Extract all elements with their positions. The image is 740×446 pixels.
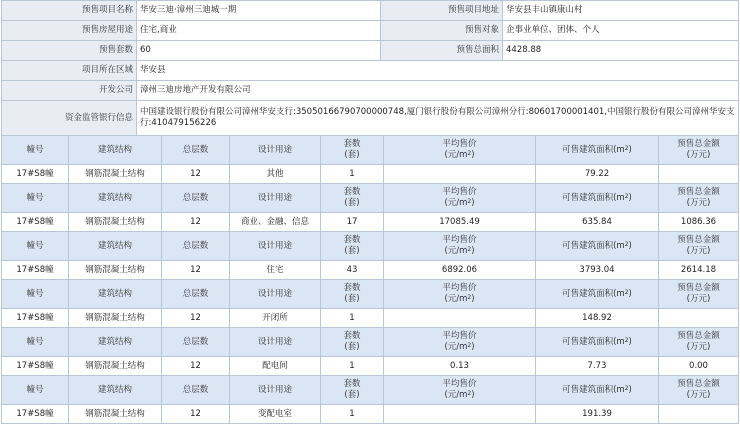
project-info-table [1, 0, 739, 136]
bank-label: 资金监管银行信息 [2, 101, 137, 136]
cell-structure: 钢筋混凝土结构 [69, 357, 162, 376]
header-area [536, 280, 659, 309]
header-design-use: 设计用途 [230, 184, 321, 213]
header-avg-price-unit: (元/m [444, 246, 468, 256]
header-building: 幢号 [2, 136, 69, 165]
usage-value: 住宅,商业 [137, 21, 381, 41]
header-area-sup: 2 [624, 384, 629, 392]
cell-sets: 43 [321, 261, 384, 280]
header-area [536, 184, 659, 213]
header-avg-price-close: ) [471, 294, 475, 304]
header-area-sup: 2 [624, 288, 629, 296]
header-design-use: 设计用途 [230, 136, 321, 165]
header-avg-price-unit: (元/m [444, 342, 468, 352]
cell-sets: 1 [321, 165, 384, 184]
header-avg-price-line1: 平均售价 [442, 379, 477, 389]
cell-design-use: 配电间 [230, 357, 321, 376]
header-area [536, 136, 659, 165]
table-row [2, 357, 739, 376]
cell-sets: 1 [321, 309, 384, 328]
header-structure: 建筑结构 [69, 328, 162, 357]
header-avg-price-unit: (元/m [444, 150, 468, 160]
cell-building: 17#S8幢 [2, 405, 69, 424]
header-amount-line2: (万元) [686, 342, 711, 352]
cell-floors: 12 [162, 309, 230, 328]
table-row [2, 261, 739, 280]
header-structure: 建筑结构 [69, 280, 162, 309]
cell-design-use: 开闭所 [230, 309, 321, 328]
cell-structure: 钢筋混凝土结构 [69, 213, 162, 232]
header-avg-price-unit: (元/m [444, 294, 468, 304]
header-amount [659, 328, 739, 357]
cell-design-use: 住宅 [230, 261, 321, 280]
header-sets-line2: (套) [344, 246, 360, 256]
cell-sets: 1 [321, 405, 384, 424]
header-floors: 总层数 [162, 376, 230, 405]
table-row [2, 405, 739, 424]
cell-area: 191.39 [536, 405, 659, 424]
header-sets-line1: 套数 [343, 283, 361, 293]
header-avg-price-line2 [387, 342, 532, 353]
project-address-label: 预售项目地址 [381, 1, 503, 21]
project-name-label: 预售项目名称 [2, 1, 137, 21]
header-avg-price-line1: 平均售价 [442, 187, 477, 197]
cell-avg-price [384, 405, 536, 424]
table-row [2, 213, 739, 232]
region-value: 华安县 [137, 61, 739, 81]
header-area-close: ) [628, 288, 632, 299]
cell-avg-price [384, 165, 536, 184]
header-avg-price [384, 280, 536, 309]
region-label: 项目所在区域 [2, 61, 137, 81]
header-amount [659, 280, 739, 309]
developer-label: 开发公司 [2, 81, 137, 101]
header-amount [659, 232, 739, 261]
header-avg-price-sup: 2 [467, 150, 472, 157]
header-area-text: 可售建筑面积(m [562, 144, 625, 155]
cell-floors: 12 [162, 165, 230, 184]
cell-avg-price: 6892.06 [384, 261, 536, 280]
header-area [536, 328, 659, 357]
cell-floors: 12 [162, 261, 230, 280]
header-sets-line2: (套) [344, 150, 360, 160]
header-design-use: 设计用途 [230, 328, 321, 357]
header-sets [321, 232, 384, 261]
project-address-value: 华安县丰山镇康山村 [503, 1, 739, 21]
header-amount-line1: 预售总金额 [677, 139, 720, 149]
header-avg-price-close: ) [471, 246, 475, 256]
header-avg-price-sup: 2 [467, 294, 472, 301]
cell-amount: 2614.18 [659, 261, 739, 280]
cell-area: 3793.04 [536, 261, 659, 280]
total-area-label: 预售总面积 [381, 41, 503, 61]
header-avg-price-sup: 2 [467, 246, 472, 253]
header-sets-line1: 套数 [343, 331, 361, 341]
header-amount [659, 184, 739, 213]
header-amount-line2: (万元) [686, 390, 711, 400]
header-avg-price-close: ) [471, 150, 475, 160]
info-row [2, 41, 739, 61]
header-area-close: ) [628, 240, 632, 251]
header-sets [321, 376, 384, 405]
cell-floors: 12 [162, 213, 230, 232]
cell-design-use: 商业、金融、信息 [230, 213, 321, 232]
cell-avg-price [384, 309, 536, 328]
header-structure: 建筑结构 [69, 136, 162, 165]
cell-amount: 0.00 [659, 357, 739, 376]
cell-amount [659, 165, 739, 184]
cell-building: 17#S8幢 [2, 261, 69, 280]
cell-area: 635.84 [536, 213, 659, 232]
header-building: 幢号 [2, 232, 69, 261]
header-amount [659, 376, 739, 405]
cell-structure: 钢筋混凝土结构 [69, 309, 162, 328]
header-avg-price [384, 232, 536, 261]
units-table [1, 135, 739, 424]
header-amount [659, 136, 739, 165]
header-area-close: ) [628, 336, 632, 347]
cell-amount [659, 309, 739, 328]
header-area-close: ) [628, 192, 632, 203]
info-row [2, 61, 739, 81]
header-avg-price-unit: (元/m [444, 390, 468, 400]
header-avg-price [384, 328, 536, 357]
header-amount-line2: (万元) [686, 246, 711, 256]
cell-amount: 1086.36 [659, 213, 739, 232]
header-avg-price [384, 184, 536, 213]
units-label: 预售套数 [2, 41, 137, 61]
header-building: 幢号 [2, 328, 69, 357]
header-sets [321, 184, 384, 213]
cell-building: 17#S8幢 [2, 357, 69, 376]
header-avg-price-sup: 2 [467, 390, 472, 397]
header-sets-line1: 套数 [343, 187, 361, 197]
header-avg-price-line1: 平均售价 [442, 283, 477, 293]
header-avg-price-line1: 平均售价 [442, 235, 477, 245]
cell-building: 17#S8幢 [2, 213, 69, 232]
target-value: 企事业单位、团体、个人 [503, 21, 739, 41]
header-floors: 总层数 [162, 136, 230, 165]
cell-structure: 钢筋混凝土结构 [69, 261, 162, 280]
header-design-use: 设计用途 [230, 280, 321, 309]
project-name-value: 华安三迪·漳州三迪城一期 [137, 1, 381, 21]
header-amount-line2: (万元) [686, 294, 711, 304]
cell-sets: 17 [321, 213, 384, 232]
header-area-text: 可售建筑面积(m [562, 384, 625, 395]
header-design-use: 设计用途 [230, 232, 321, 261]
cell-building: 17#S8幢 [2, 165, 69, 184]
header-structure: 建筑结构 [69, 232, 162, 261]
header-amount-line1: 预售总金额 [677, 379, 720, 389]
units-value: 60 [137, 41, 381, 61]
units-header-row [2, 184, 739, 213]
cell-building: 17#S8幢 [2, 309, 69, 328]
header-amount-line1: 预售总金额 [677, 235, 720, 245]
units-header-row [2, 376, 739, 405]
header-avg-price-line2 [387, 294, 532, 305]
header-floors: 总层数 [162, 184, 230, 213]
header-area-text: 可售建筑面积(m [562, 336, 625, 347]
header-avg-price [384, 376, 536, 405]
header-amount-line2: (万元) [686, 150, 711, 160]
usage-label: 预售房屋用途 [2, 21, 137, 41]
cell-floors: 12 [162, 405, 230, 424]
header-sets-line2: (套) [344, 390, 360, 400]
header-avg-price-sup: 2 [467, 198, 472, 205]
cell-design-use: 变配电室 [230, 405, 321, 424]
table-row [2, 309, 739, 328]
header-avg-price-line2 [387, 198, 532, 209]
header-structure: 建筑结构 [69, 184, 162, 213]
header-floors: 总层数 [162, 280, 230, 309]
developer-value: 漳州三迪房地产开发有限公司 [137, 81, 739, 101]
header-avg-price [384, 136, 536, 165]
header-sets-line1: 套数 [343, 379, 361, 389]
header-area [536, 376, 659, 405]
header-sets-line1: 套数 [343, 235, 361, 245]
header-avg-price-line1: 平均售价 [442, 331, 477, 341]
header-building: 幢号 [2, 184, 69, 213]
cell-design-use: 其他 [230, 165, 321, 184]
header-area [536, 232, 659, 261]
header-sets [321, 136, 384, 165]
cell-avg-price: 17085.49 [384, 213, 536, 232]
units-header-row [2, 328, 739, 357]
header-area-close: ) [628, 384, 632, 395]
header-amount-line1: 预售总金额 [677, 331, 720, 341]
header-sets-line2: (套) [344, 342, 360, 352]
header-avg-price-line2 [387, 390, 532, 401]
units-header-row [2, 232, 739, 261]
header-avg-price-close: ) [471, 390, 475, 400]
cell-structure: 钢筋混凝土结构 [69, 405, 162, 424]
header-amount-line1: 预售总金额 [677, 187, 720, 197]
info-row [2, 21, 739, 41]
header-sets-line2: (套) [344, 294, 360, 304]
header-sets [321, 280, 384, 309]
cell-area: 148.92 [536, 309, 659, 328]
header-avg-price-line2 [387, 246, 532, 257]
header-avg-price-sup: 2 [467, 342, 472, 349]
header-area-text: 可售建筑面积(m [562, 240, 625, 251]
cell-floors: 12 [162, 357, 230, 376]
header-area-sup: 2 [624, 336, 629, 344]
header-floors: 总层数 [162, 232, 230, 261]
cell-amount [659, 405, 739, 424]
table-row [2, 165, 739, 184]
header-area-sup: 2 [624, 144, 629, 152]
header-avg-price-unit: (元/m [444, 198, 468, 208]
header-building: 幢号 [2, 376, 69, 405]
header-area-close: ) [628, 144, 632, 155]
header-area-sup: 2 [624, 240, 629, 248]
header-area-text: 可售建筑面积(m [562, 288, 625, 299]
header-avg-price-line1: 平均售价 [442, 139, 477, 149]
header-building: 幢号 [2, 280, 69, 309]
cell-structure: 钢筋混凝土结构 [69, 165, 162, 184]
units-header-row [2, 280, 739, 309]
cell-sets: 1 [321, 357, 384, 376]
header-design-use: 设计用途 [230, 376, 321, 405]
cell-avg-price: 0.13 [384, 357, 536, 376]
header-structure: 建筑结构 [69, 376, 162, 405]
info-row [2, 1, 739, 21]
cell-area: 7.73 [536, 357, 659, 376]
header-floors: 总层数 [162, 328, 230, 357]
header-area-text: 可售建筑面积(m [562, 192, 625, 203]
header-avg-price-close: ) [471, 342, 475, 352]
header-amount-line2: (万元) [686, 198, 711, 208]
info-row [2, 81, 739, 101]
header-sets-line1: 套数 [343, 139, 361, 149]
bank-value: 中国建设银行股份有限公司漳州华安支行:35050166790700000748,厦门银行股份有限公司漳州分行:80601700001401,中国银行股份有限公司漳州华安支行:410479156226 [137, 101, 739, 136]
total-area-value: 4428.88 [503, 41, 739, 61]
cell-area: 79.22 [536, 165, 659, 184]
info-row [2, 101, 739, 136]
header-avg-price-close: ) [471, 198, 475, 208]
units-header-row [2, 136, 739, 165]
header-sets-line2: (套) [344, 198, 360, 208]
header-sets [321, 328, 384, 357]
target-label: 预售对象 [381, 21, 503, 41]
header-area-sup: 2 [624, 192, 629, 200]
header-avg-price-line2 [387, 150, 532, 161]
header-amount-line1: 预售总金额 [677, 283, 720, 293]
